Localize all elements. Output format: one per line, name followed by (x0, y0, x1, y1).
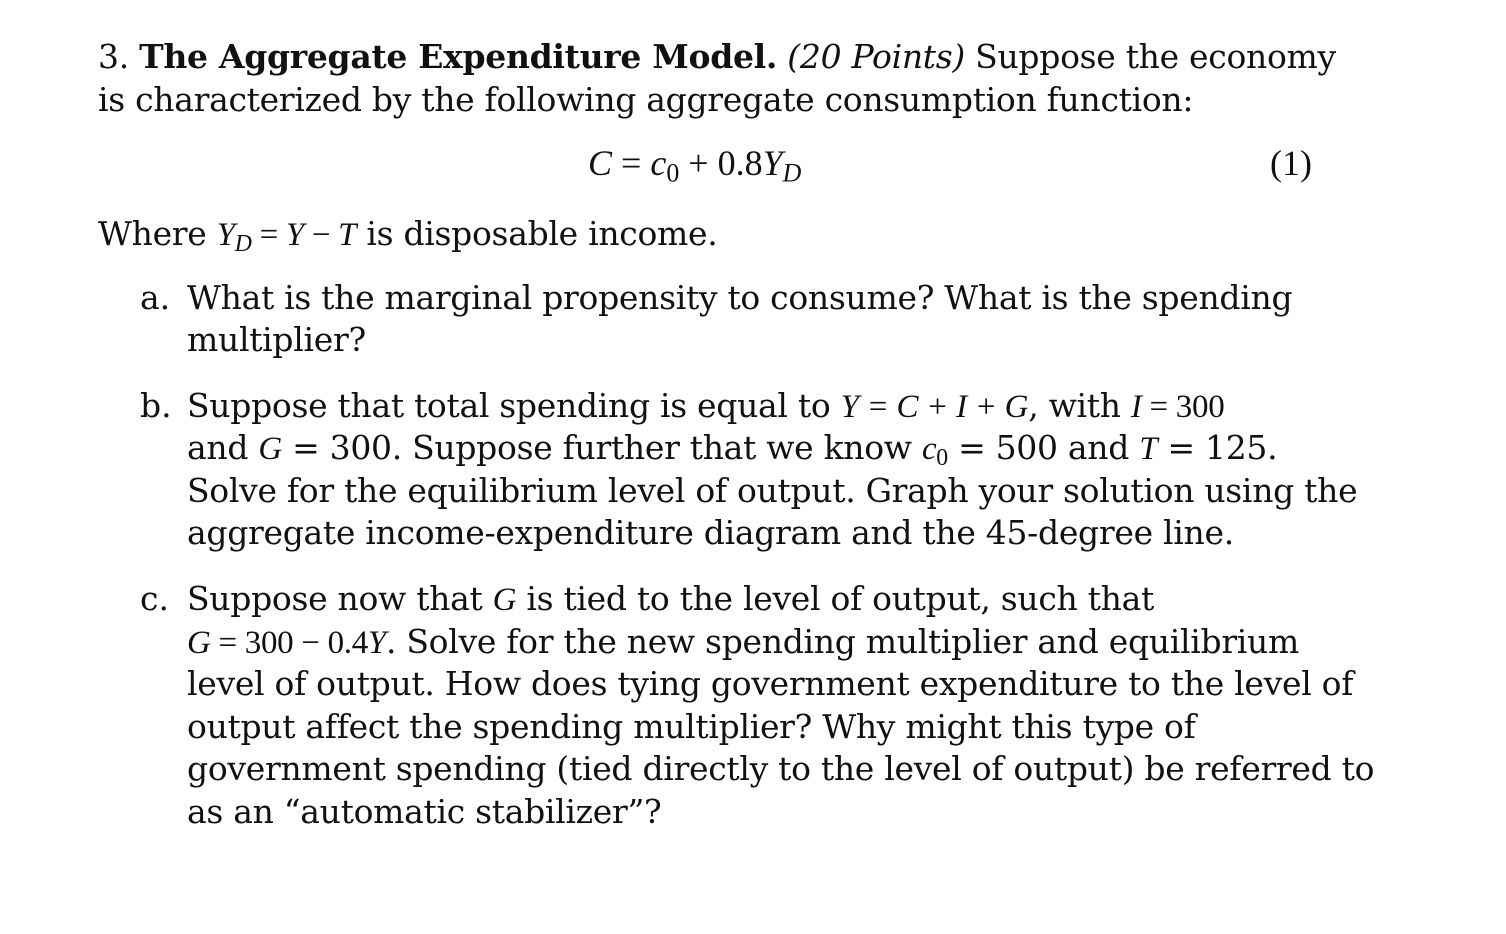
problem-heading (98, 37, 1336, 76)
part-b-line2: and G = 300. Suppose further that we know $c_0 = 500$ and T = 125. (187, 428, 1278, 471)
disposable-income-definition: Where $Y_D = Y - T$ is disposable income. (98, 214, 718, 257)
problem-intro-line2: is characterized by the following aggregate consumption function: (98, 80, 1194, 119)
part-b-line3: Solve for the equilibrium level of output. Graph your solution using the (187, 471, 1358, 510)
part-b-line1: Suppose that total spending is equal to Y = C + I + G, with I = 300 (187, 386, 1225, 425)
equation-number: (1) (1270, 143, 1312, 183)
part-c-line1: Suppose now that G is tied to the level of output, such that (187, 579, 1154, 618)
part-c-line5: government spending (tied directly to the level of output) be referred to (187, 749, 1375, 788)
problem-points: (20 Points) (787, 37, 965, 76)
part-c-line3: level of output. How does tying government expenditure to the level of (187, 664, 1354, 703)
problem-intro: Suppose the economy (975, 37, 1336, 76)
part-a-line1: What is the marginal propensity to consume? What is the spending (187, 278, 1293, 317)
part-b-label: b. (140, 386, 172, 425)
part-c-label: c. (140, 579, 169, 618)
part-a-line2: multiplier? (187, 320, 366, 359)
part-c-line2: G = 300 − 0.4Y. Solve for the new spending multiplier and equilibrium (187, 622, 1299, 661)
part-a-label: a. (140, 278, 171, 317)
consumption-equation: $C = c_0 + 0.8Y_D$ (588, 143, 802, 188)
problem-title: The Aggregate Expenditure Model. (139, 37, 778, 76)
problem-number: 3. (98, 37, 129, 76)
part-c-line6: as an “automatic stabilizer”? (187, 792, 662, 831)
part-c-line4: output affect the spending multiplier? Why might this type of (187, 707, 1196, 746)
part-b-line4: aggregate income-expenditure diagram and the 45-degree line. (187, 513, 1234, 552)
